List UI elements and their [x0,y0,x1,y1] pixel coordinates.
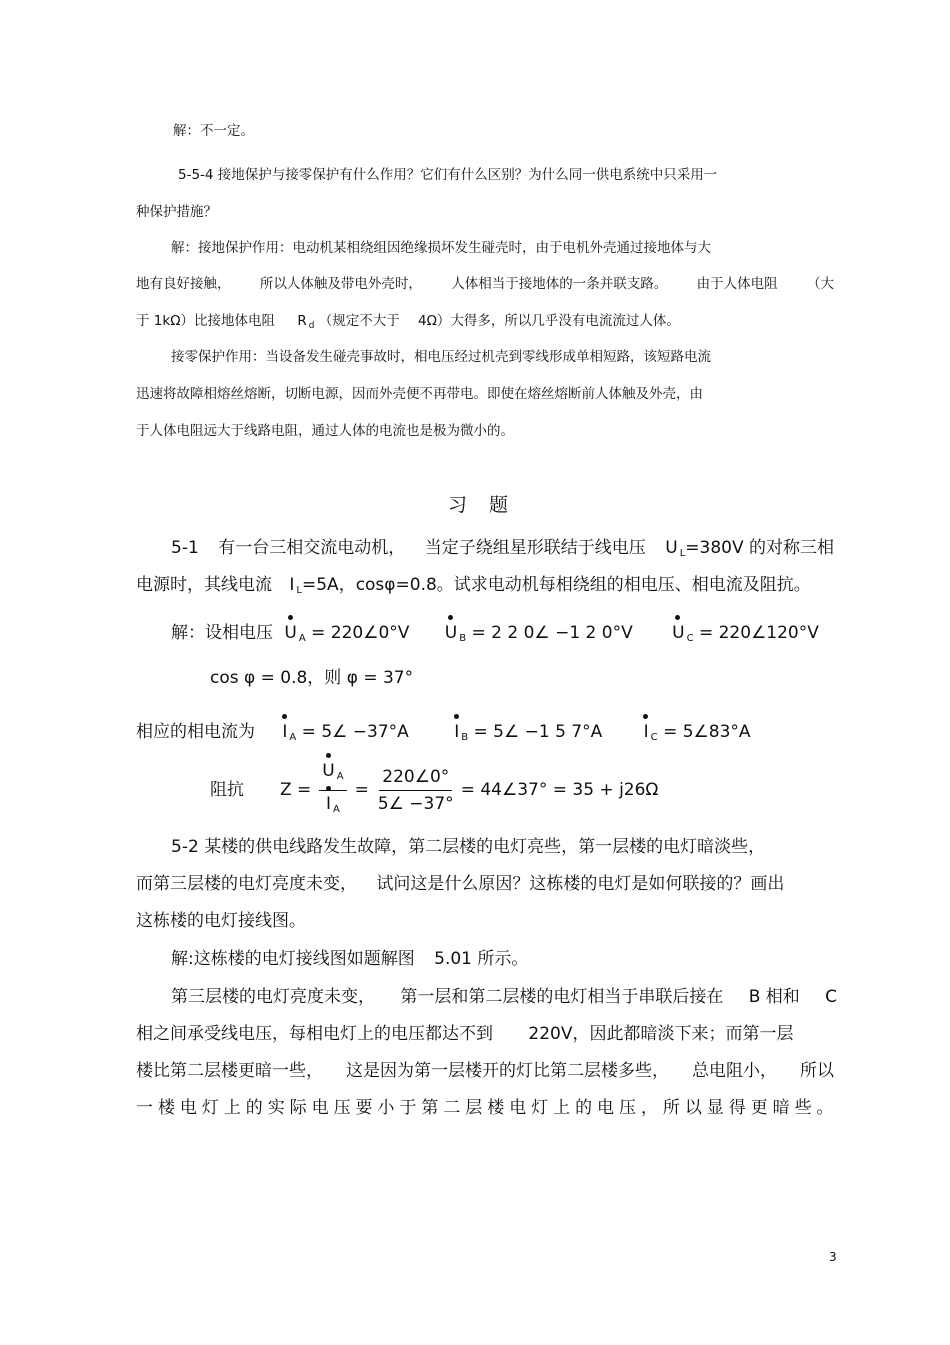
text-segment: 第一层和第二层楼的电灯相当于串联后接在 [400,987,724,1007]
text-segment: 于 1kΩ）比接地体电阻 [136,313,276,329]
text-segment: 有一台三相交流电动机， [218,538,406,558]
frac-numerator: 220∠0° [379,766,452,791]
section-title: 习题 [448,494,531,516]
text-segment: （大 [807,276,834,292]
answer-554-line2 [136,275,834,293]
equals-sign: = [354,780,369,800]
char: 上 [553,1098,571,1118]
ic-subscript: C [650,732,658,743]
char: 实 [267,1098,285,1118]
answer-554-line3 [136,312,680,335]
ic-value: = 5∠83°A [663,722,751,742]
text-segment: 某楼的供电线路发生故障，第二层楼的电灯亮些，第一层楼的电灯暗淡些， [204,837,766,857]
ia-subscript: A [289,732,297,743]
text-segment: 第三层楼的电灯亮度未变， [171,987,375,1007]
char: 电 [509,1098,527,1118]
ul-subscript: L [679,548,686,559]
char: 得 [728,1098,746,1118]
frac-ua-subscript: A [336,770,344,782]
fraction-values [375,766,457,815]
ul-symbol: U [665,538,678,558]
current-prefix: 相应的相电流为 [136,722,255,742]
char: 一 [136,1098,153,1118]
text-segment: 地有良好接触， [136,276,231,292]
problem-51-line1 [171,537,834,565]
solution-52-line3 [136,1023,793,1045]
ia-phasor-symbol: I [282,722,288,742]
zero-protection-line1: 接零保护作用：当设备发生碰壳事故时，相电压经过机壳到零线形成单相短路，该短路电流 [171,349,711,365]
text-segment: 楼比第二层楼更暗一些， [136,1061,323,1081]
char: 更 [750,1098,768,1118]
text-segment: 解:这栋楼的电灯接线图如题解图 [171,949,415,969]
question-554-line1: 5-5-4 接地保护与接零保护有什么作用？它们有什么区别？为什么同一供电系统中只采用一 [178,167,718,183]
ia-value: = 5∠ −37°A [301,722,409,742]
char: 以 [684,1098,702,1118]
char: 电 [179,1098,197,1118]
answer-554-line1: 解：接地保护作用：电动机某相绕组因绝缘损坏发生碰壳时，由于电机外壳通过接地体与大 [171,240,711,256]
uc-phasor-symbol: U [672,623,685,643]
ub-phasor-symbol: U [444,623,458,643]
ib-subscript: B [461,732,469,743]
problem-51-line2 [136,574,811,602]
text-segment: （规定不大于 [318,313,400,329]
frac-ia-symbol: I [326,793,332,814]
ic-phasor-symbol: I [643,722,649,742]
text-segment: 人体相当于接地体的一条并联支路。 [451,276,668,292]
ib-value: = 5∠ −1 5 7°A [473,722,603,742]
char: 压 [333,1098,351,1118]
impedance-result: = 44∠37° = 35 + j26Ω [460,780,659,800]
char: 。 [816,1098,834,1118]
impedance-label: 阻抗 [210,780,244,800]
text-segment: 电源时，其线电流 [136,575,272,595]
text-segment: 4Ω）大得多，所以几乎没有电流流过人体。 [418,313,680,329]
char: 些 [794,1098,812,1118]
frac-denominator: 5∠ −37° [377,793,454,814]
text-segment: =380V 的对称三相 [685,538,834,558]
ub-subscript: B [459,633,467,644]
frac-ia-subscript: A [333,803,340,815]
char: 灯 [531,1098,549,1118]
char: 际 [289,1098,307,1118]
text-segment: 所以 [800,1061,834,1081]
uc-subscript: C [686,633,694,644]
problem-52-line1 [171,836,765,858]
ub-value: = 2 2 0∠ −1 2 0°V [471,623,633,643]
problem-52-line3: 这栋楼的电灯接线图。 [136,911,306,931]
char: 二 [443,1098,461,1118]
rd-subscript: d [308,321,315,331]
solution-52-line2 [171,986,837,1008]
text-segment: 220V，因此都暗淡下来；而第一层 [528,1024,794,1044]
ua-phasor-symbol: U [284,623,297,643]
il-symbol: I [289,575,295,595]
char: 灯 [201,1098,219,1118]
char: 上 [223,1098,241,1118]
char: 的 [575,1098,593,1118]
text-segment: C [825,987,837,1007]
char: 要 [355,1098,373,1118]
text-segment: =5A，cosφ=0.8。试求电动机每相绕组的相电压、相电流及阻抗。 [302,575,811,595]
text-segment: 总电阻小， [692,1061,777,1081]
char: 压 [618,1098,636,1118]
phase-voltage-equations [171,622,819,650]
char: 于 [399,1098,417,1118]
fraction-u-over-i [319,760,346,821]
impedance-equation [210,760,658,820]
problem-52-line2 [136,873,784,895]
text-segment: B 相和 [748,987,800,1007]
page-number: 3 [829,1250,837,1264]
char: ， [640,1098,658,1118]
char: 电 [597,1098,615,1118]
text-segment: 5.01 所示。 [434,949,529,969]
char: 的 [245,1098,263,1118]
rd-symbol: R [297,313,307,329]
zero-protection-line3: 于人体电阻远大于线路电阻，通过人体的电流也是极为微小的。 [136,423,514,439]
problem-number: 5-1 [171,538,199,558]
text-segment: 相之间承受线电压，每相电灯上的电压都达不到 [136,1024,493,1044]
ua-value: = 220∠0°V [311,623,410,643]
prev-answer: 解：不一定。 [173,123,254,139]
text-segment: 这是因为第一层楼开的灯比第二层楼多些， [346,1061,669,1081]
text-segment: 试问这是什么原因？这栋楼的电灯是如何联接的？画出 [376,874,785,894]
char: 所 [662,1098,680,1118]
solution-52-line5 [136,1097,834,1119]
char: 楼 [487,1098,505,1118]
solution-52-line1 [171,948,528,970]
power-factor-line: cos φ = 0.8，则 φ = 37° [210,668,414,688]
zero-protection-line2: 迅速将故障相熔丝熔断，切断电源，因而外壳便不再带电。即使在熔丝熔断前人体触及外壳，由 [136,386,703,402]
text-segment: 由于人体电阻 [696,276,778,292]
solution-prefix: 解：设相电压 [171,623,273,643]
uc-value: = 220∠120°V [698,623,819,643]
ua-subscript: A [298,633,306,644]
char: 层 [465,1098,483,1118]
phase-current-equations [136,721,751,749]
z-symbol: Z = [280,780,312,800]
il-subscript: L [296,585,302,596]
char: 第 [421,1098,439,1118]
problem-number: 5-2 [171,837,199,857]
text-segment: 而第三层楼的电灯亮度未变， [136,874,357,894]
char: 小 [377,1098,395,1118]
char: 电 [311,1098,329,1118]
question-554-line2: 种保护措施？ [136,204,217,220]
text-segment: 所以人体触及带电外壳时， [259,276,422,292]
char: 显 [706,1098,724,1118]
char: 楼 [157,1098,175,1118]
text-segment: 当定子绕组星形联结于线电压 [424,538,646,558]
frac-ua-symbol: U [322,760,335,781]
char: 暗 [772,1098,790,1118]
solution-52-line4 [136,1060,834,1082]
ib-phasor-symbol: I [454,722,460,742]
